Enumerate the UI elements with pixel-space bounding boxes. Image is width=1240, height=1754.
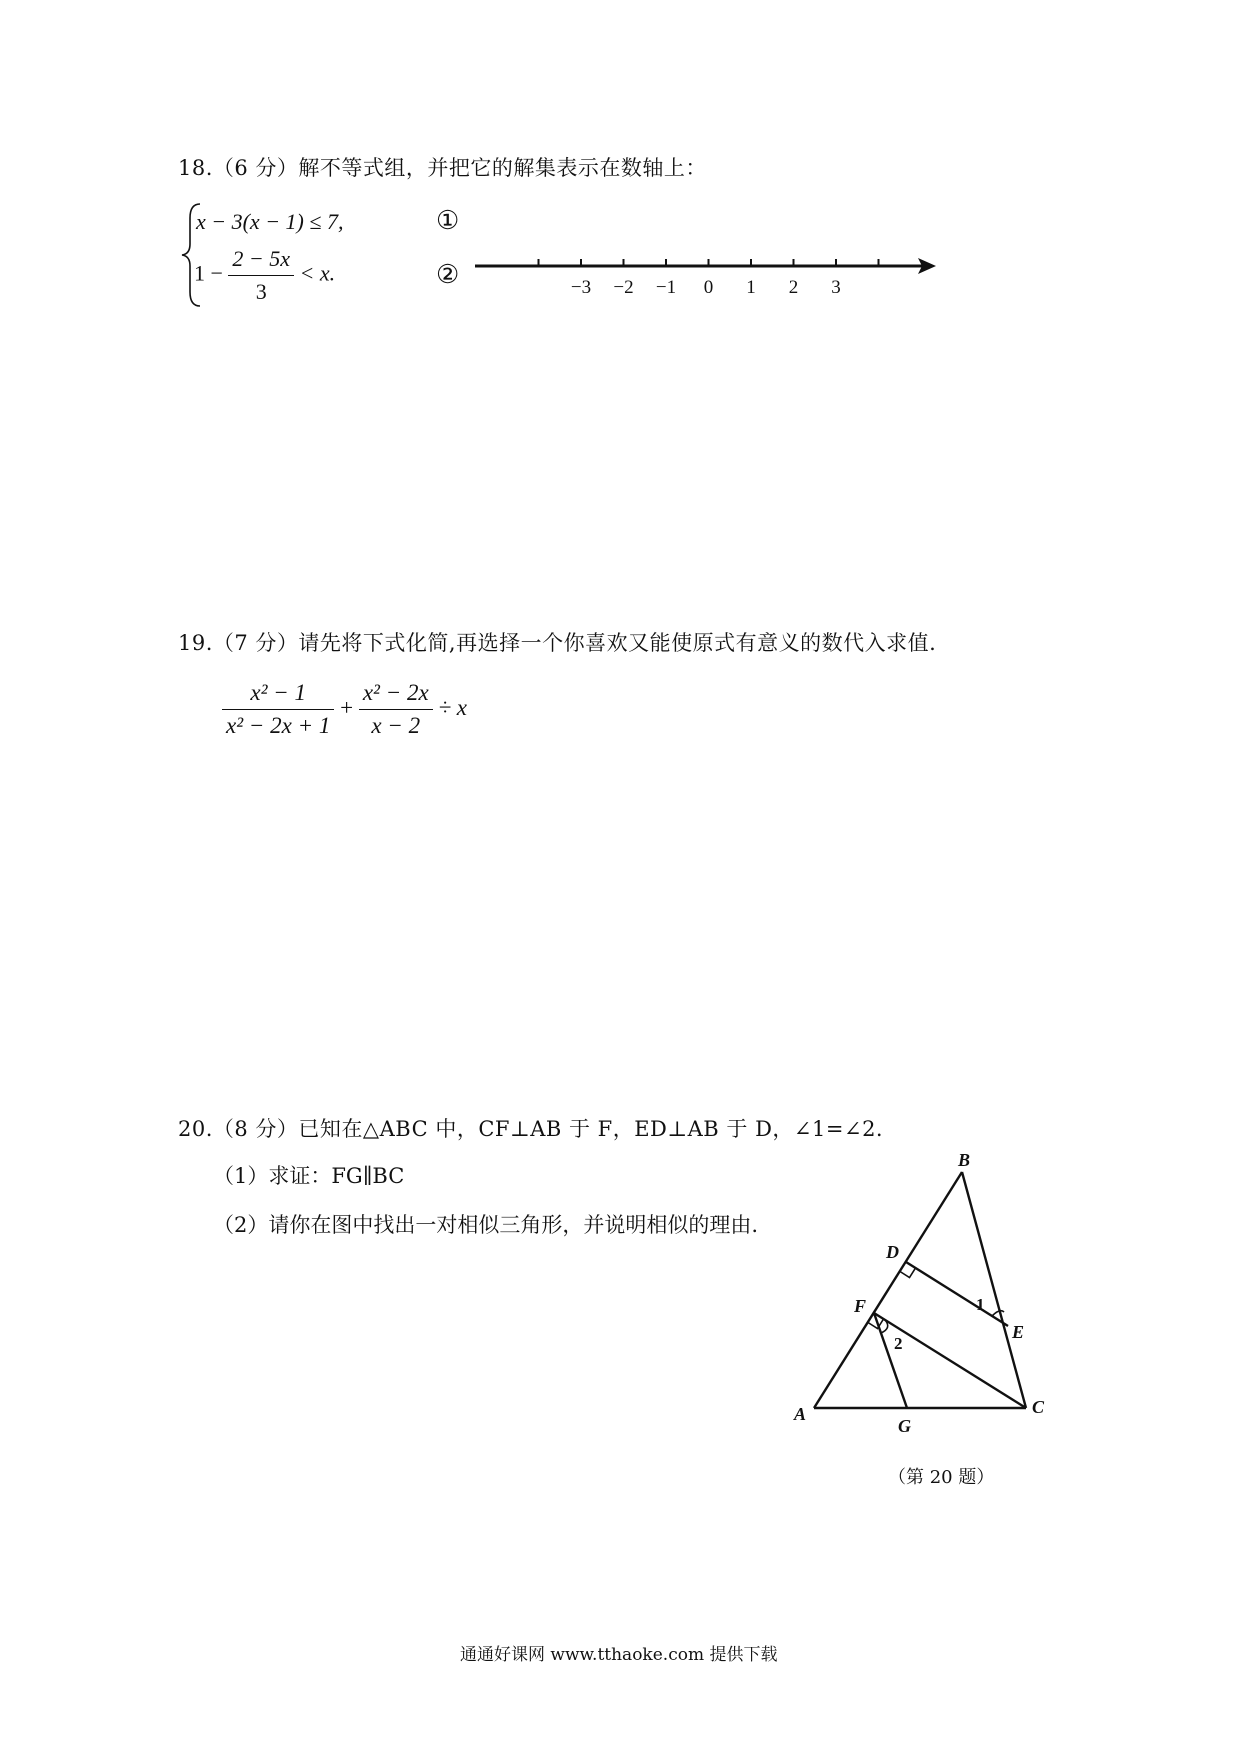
q18-mark-2: ② [436,260,460,290]
q20-figure-caption: （第 20 题） [888,1467,995,1488]
q18-ineq2-numerator: 2 − 5x [228,246,294,276]
label-C: C [1032,1397,1045,1417]
label-A: A [794,1404,807,1424]
q19-expression [222,680,467,739]
q20-part-1: （1）求证：FG∥BC [213,1164,405,1188]
angle-1-arc [992,1311,1004,1316]
right-angle-mark-D [900,1268,916,1278]
q19-frac1-denominator: x² − 2x + 1 [226,713,331,738]
q20-part-2: （2）请你在图中找出一对相似三角形，并说明相似的理由. [213,1213,759,1237]
number-line-tick-label: 3 [831,277,841,298]
label-B: B [958,1150,971,1170]
q19-plus: + [340,694,354,720]
label-angle-2: 2 [894,1334,903,1353]
q18-inequality-1: x − 3(x − 1) ≤ 7, [196,209,344,234]
q18-ineq2-denominator: 3 [255,279,267,304]
side-AB [814,1172,962,1408]
q20-triangle-figure [790,1150,1080,1450]
q20-title: 20.（8 分）已知在△ABC 中，CF⊥AB 于 F，ED⊥AB 于 D，∠1=∠2. [178,1117,884,1141]
number-line-tick-label: 1 [746,277,756,298]
number-line-tick-label: 0 [703,277,714,298]
label-G: G [898,1416,911,1436]
number-line-tick-label: 2 [788,277,799,298]
q18-title: 18.（6 分）解不等式组，并把它的解集表示在数轴上： [178,156,707,180]
q18-ineq2-lead: 1 − [194,260,223,286]
q19-frac2-numerator: x² − 2x [359,680,433,710]
number-line [470,252,940,302]
label-E: E [1012,1322,1025,1342]
number-line-tick-label: −3 [570,277,592,298]
q18-ineq2-fraction [228,246,294,305]
label-D: D [886,1242,899,1262]
q18-mark-1: ① [436,206,460,236]
q19-frac1-numerator: x² − 1 [222,680,334,710]
q19-tail: ÷ x [438,694,468,720]
q19-title: 19.（7 分）请先将下式化简,再选择一个你喜欢又能使原式有意义的数代入求值. [178,631,937,655]
q18-ineq2-tail: < x. [299,260,336,286]
q18-inequality-2 [194,246,335,305]
q19-fraction-2 [359,680,433,739]
label-F: F [854,1296,867,1316]
q19-frac2-denominator: x − 2 [371,713,421,738]
page-footer: 通通好课网 www.tthaoke.com 提供下载 [460,1645,778,1665]
number-line-tick-label: −1 [655,277,677,298]
number-line-tick-label: −2 [613,277,634,298]
label-angle-1: 1 [976,1295,985,1314]
q19-fraction-1 [222,680,334,739]
